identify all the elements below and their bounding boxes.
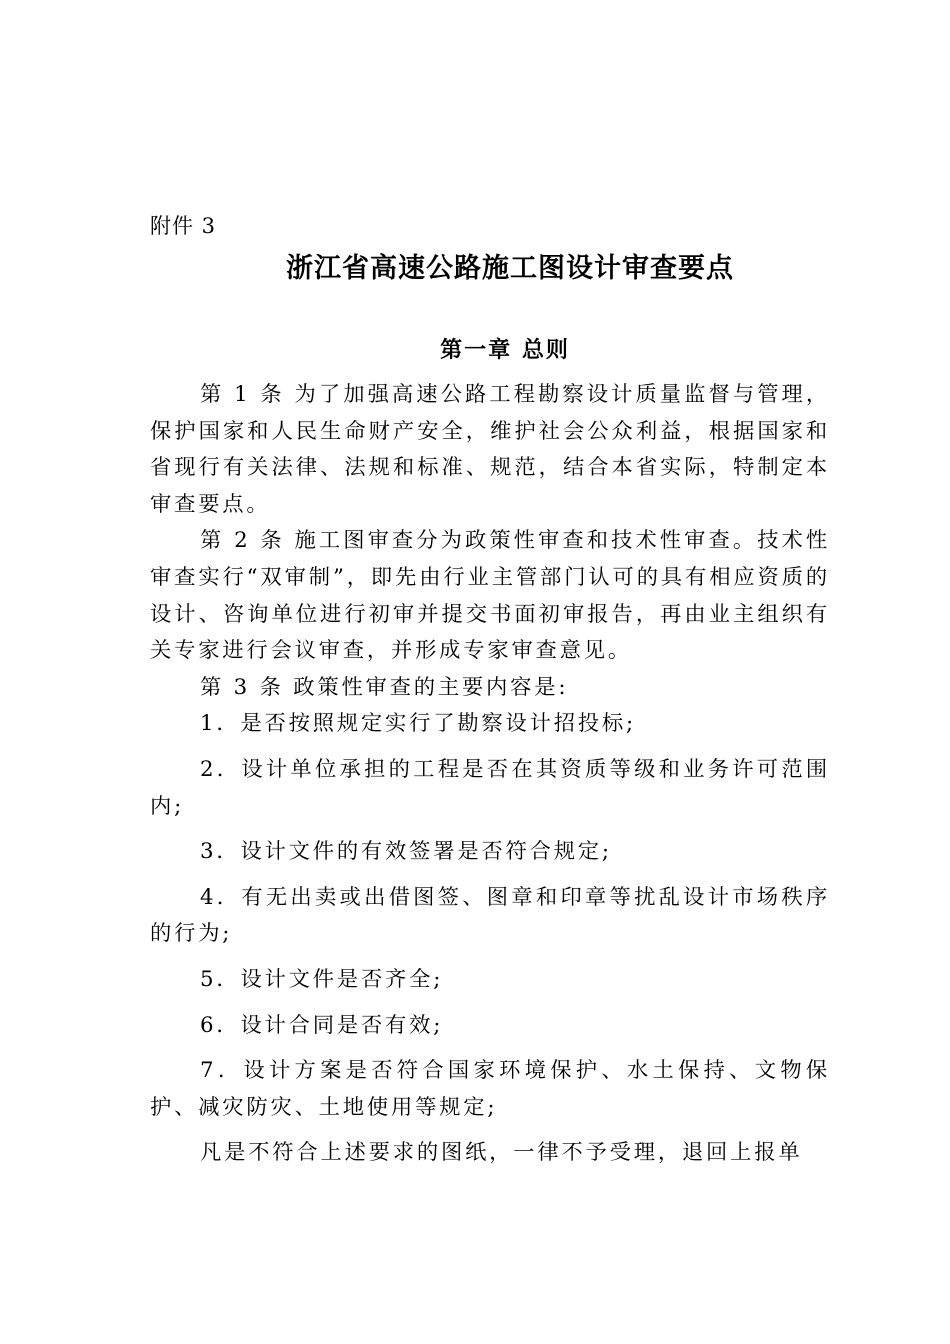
paragraph-article-2: 第 2 条 施工图审查分为政策性审查和技术性审查。技术性审查实行“双审制”，即先由行业主管部门认可的具有相应资质的设计、咨询单位进行初审并提交书面初审报告，再由业主组织有关专家进行会议审查，并形成专家审查意见。 <box>150 528 830 664</box>
list-item-1: 1．是否按照规定实行了勘察设计招投标; <box>200 711 636 737</box>
document-title: 浙江省高速公路施工图设计审查要点 <box>286 253 734 284</box>
paragraph-article-1: 第 1 条 为了加强高速公路工程勘察设计质量监督与管理，保护国家和人民生命财产安全，维护社会公众利益，根据国家和省现行有关法律、法规和标准、规范，结合本省实际，特制定本审查要点。 <box>150 382 830 517</box>
list-item-7: 7．设计方案是否符合国家环境保护、水土保持、文物保护、减灾防灾、土地使用等规定; <box>150 1058 830 1120</box>
list-item-5: 5．设计文件是否齐全; <box>200 966 444 992</box>
paragraph-article-3: 第 3 条 政策性审查的主要内容是: <box>200 674 569 700</box>
list-item-4: 4．有无出卖或出借图签、图章和印章等扰乱设计市场秩序的行为; <box>150 884 830 947</box>
list-item-2: 2．设计单位承担的工程是否在其资质等级和业务许可范围内; <box>150 756 830 819</box>
chapter-heading: 第一章 总则 <box>440 338 570 363</box>
attachment-label: 附件 3 <box>150 214 217 238</box>
body-text <box>150 377 830 1172</box>
list-item-3: 3．设计文件的有效签署是否符合规定; <box>200 839 612 865</box>
paragraph-closing: 凡是不符合上述要求的图纸，一律不予受理，退回上报单 <box>200 1140 803 1166</box>
list-item-6: 6．设计合同是否有效; <box>200 1012 444 1038</box>
